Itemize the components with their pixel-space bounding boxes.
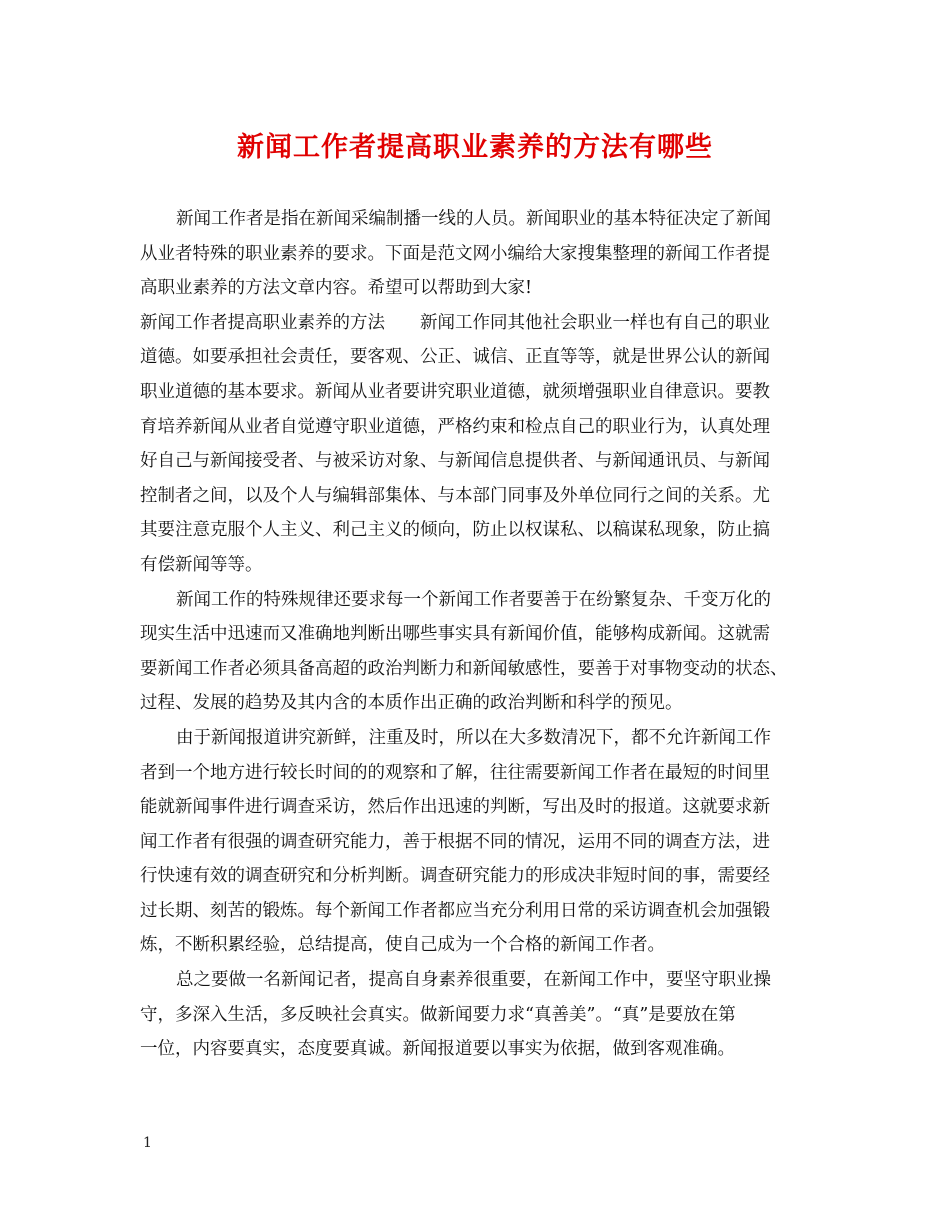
body-line: 闻工作者有很强的调查研究能力，善于根据不同的情况，运用不同的调查方法，进 bbox=[140, 831, 770, 852]
document-body bbox=[140, 202, 820, 1067]
body-line: 总之要做一名新闻记者，提高自身素养很重要，在新闻工作中，要坚守职业操 bbox=[176, 970, 771, 991]
body-line: 能就新闻事件进行调查采访，然后作出迅速的判断，写出及时的报道。这就要求新 bbox=[140, 797, 770, 818]
document-title: 新闻工作者提高职业素养的方法有哪些 bbox=[237, 132, 713, 163]
body-line: 行快速有效的调查研究和分析判断。调查研究能力的形成决非短时间的事，需要经 bbox=[140, 866, 770, 887]
body-line: 道德。如要承担社会责任，要客观、公正、诚信、正直等等，就是世界公认的新闻 bbox=[140, 347, 770, 368]
body-line: 有偿新闻等等。 bbox=[140, 554, 263, 575]
body-line: 守，多深入生活，多反映社会真实。做新闻要力求“真善美”。“真”是要放在第 bbox=[140, 1004, 736, 1025]
body-line: 由于新闻报道讲究新鲜，注重及时，所以在大多数清况下，都不允许新闻工作 bbox=[176, 727, 771, 748]
body-line: 过程、发展的趋势及其内含的本质作出正确的政治判断和科学的预见。 bbox=[140, 693, 683, 714]
body-line: 职业道德的基本要求。新闻从业者要讲究职业道德，就须增强职业自律意识。要教 bbox=[140, 381, 770, 402]
body-line: 过长期、刻苦的锻炼。每个新闻工作者都应当充分利用日常的采访调查机会加强锻 bbox=[140, 900, 770, 921]
body-line: 育培养新闻从业者自觉遵守职业道德，严格约束和检点自己的职业行为，认真处理 bbox=[140, 416, 770, 437]
body-line: 新闻工作者是指在新闻采编制播一线的人员。新闻职业的基本特征决定了新闻 bbox=[176, 209, 771, 229]
body-line: 其要注意克服个人主义、利己主义的倾向，防止以权谋私、以稿谋私现象，防止搞 bbox=[140, 520, 770, 541]
page-number: 1 bbox=[143, 1135, 152, 1151]
body-line: 控制者之间，以及个人与编辑部集体、与本部门同事及外单位同行之间的关系。尤 bbox=[140, 485, 770, 506]
body-line: 要新闻工作者必须具备高超的政治判断力和新闻敏感性，要善于对事物变动的状态、 bbox=[140, 658, 788, 679]
body-line: 现实生活中迅速而又准确地判断出哪些事实具有新闻价值，能够构成新闻。这就需 bbox=[140, 624, 770, 645]
body-line: 一位，内容要真实，态度要真诚。新闻报道要以事实为依据，做到客观准确。 bbox=[140, 1039, 735, 1060]
body-line: 者到一个地方进行较长时间的的观察和了解，往往需要新闻工作者在最短的时间里 bbox=[140, 762, 770, 783]
body-line: 新闻工作的特殊规律还要求每一个新闻工作者要善于在纷繁复杂、千变万化的 bbox=[176, 589, 771, 610]
body-line: 好自己与新闻接受者、与被采访对象、与新闻信息提供者、与新闻通讯员、与新闻 bbox=[140, 451, 770, 472]
body-line: 炼，不断积累经验，总结提高，使自己成为一个合格的新闻工作者。 bbox=[140, 935, 665, 956]
body-line: 从业者特殊的职业素养的要求。下面是范文网小编给大家搜集整理的新闻工作者提 bbox=[140, 243, 770, 264]
body-line: 高职业素养的方法文章内容。希望可以帮助到大家! bbox=[140, 278, 533, 299]
body-line: 新闻工作者提高职业素养的方法 新闻工作同其他社会职业一样也有自己的职业 bbox=[140, 312, 770, 333]
